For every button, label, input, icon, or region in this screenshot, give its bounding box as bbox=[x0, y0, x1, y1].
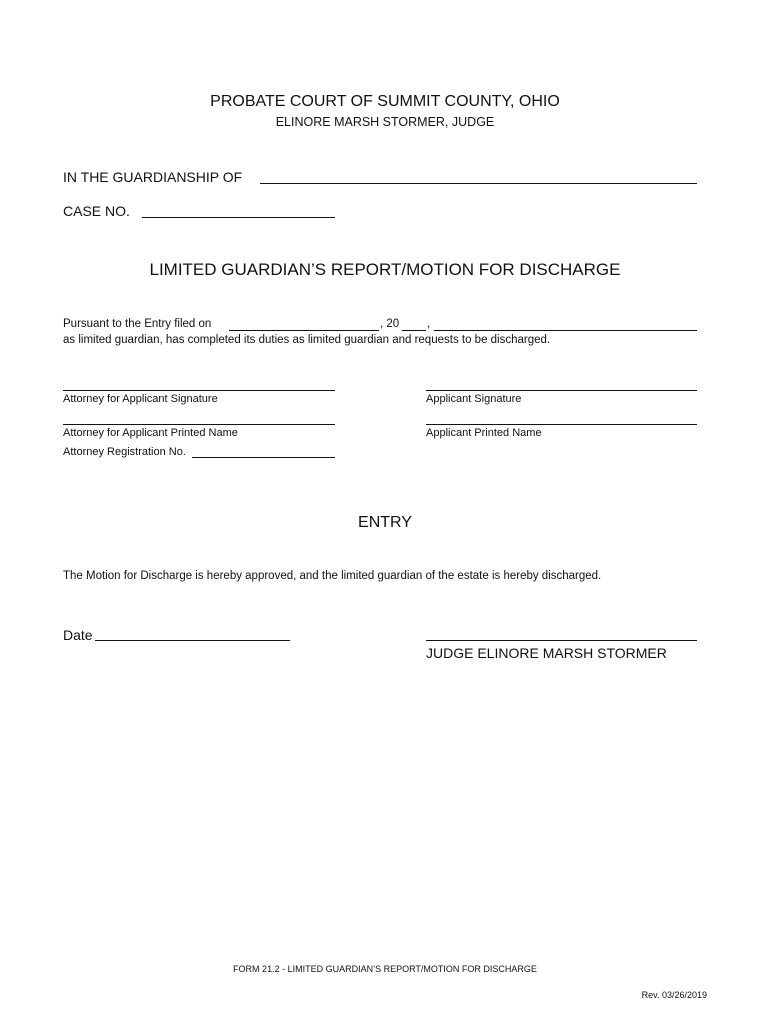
date-label: Date bbox=[63, 627, 93, 643]
entry-heading: ENTRY bbox=[358, 514, 412, 531]
year-prefix: , 20 bbox=[380, 318, 400, 330]
applicant-printed-name-line[interactable] bbox=[426, 424, 697, 425]
judge-signature-line[interactable] bbox=[426, 640, 697, 641]
attorney-printed-name-line[interactable] bbox=[63, 424, 335, 425]
case-number-field[interactable] bbox=[142, 217, 335, 218]
attorney-registration-field[interactable] bbox=[192, 457, 335, 458]
entry-date-field[interactable] bbox=[229, 330, 379, 331]
judge-signature-label: JUDGE ELINORE MARSH STORMER bbox=[426, 645, 667, 661]
judge-subtitle: ELINORE MARSH STORMER, JUDGE bbox=[275, 115, 495, 129]
revision-date: Rev. 03/26/2019 bbox=[641, 990, 707, 1000]
pursuant-text: Pursuant to the Entry filed on bbox=[63, 318, 212, 330]
guardian-name-field[interactable] bbox=[434, 330, 697, 331]
applicant-printed-name-label: Applicant Printed Name bbox=[426, 427, 542, 439]
entry-text: The Motion for Discharge is hereby approved, and the limited guardian of the estate is hereby discharged. bbox=[63, 570, 602, 582]
date-field[interactable] bbox=[95, 640, 290, 641]
attorney-signature-line[interactable] bbox=[63, 390, 335, 391]
guardianship-name-field[interactable] bbox=[260, 183, 697, 184]
court-name: PROBATE COURT OF SUMMIT COUNTY, OHIO bbox=[210, 93, 560, 110]
attorney-signature-label: Attorney for Applicant Signature bbox=[63, 393, 218, 405]
applicant-signature-label: Applicant Signature bbox=[426, 393, 522, 405]
attorney-registration-label: Attorney Registration No. bbox=[63, 446, 186, 458]
form-title: LIMITED GUARDIAN’S REPORT/MOTION FOR DISCHARGE bbox=[149, 260, 621, 279]
case-number-label: CASE NO. bbox=[63, 203, 130, 219]
entry-year-field[interactable] bbox=[402, 330, 426, 331]
attorney-printed-name-label: Attorney for Applicant Printed Name bbox=[63, 427, 238, 439]
comma-text: , bbox=[427, 318, 431, 330]
guardianship-label: IN THE GUARDIANSHIP OF bbox=[63, 169, 243, 185]
applicant-signature-line[interactable] bbox=[426, 390, 697, 391]
motion-second-line: as limited guardian, has completed its duties as limited guardian and requests to be discharged. bbox=[63, 334, 551, 346]
form-footer: FORM 21.2 - LIMITED GUARDIAN’S REPORT/MOTION FOR DISCHARGE bbox=[233, 964, 537, 974]
